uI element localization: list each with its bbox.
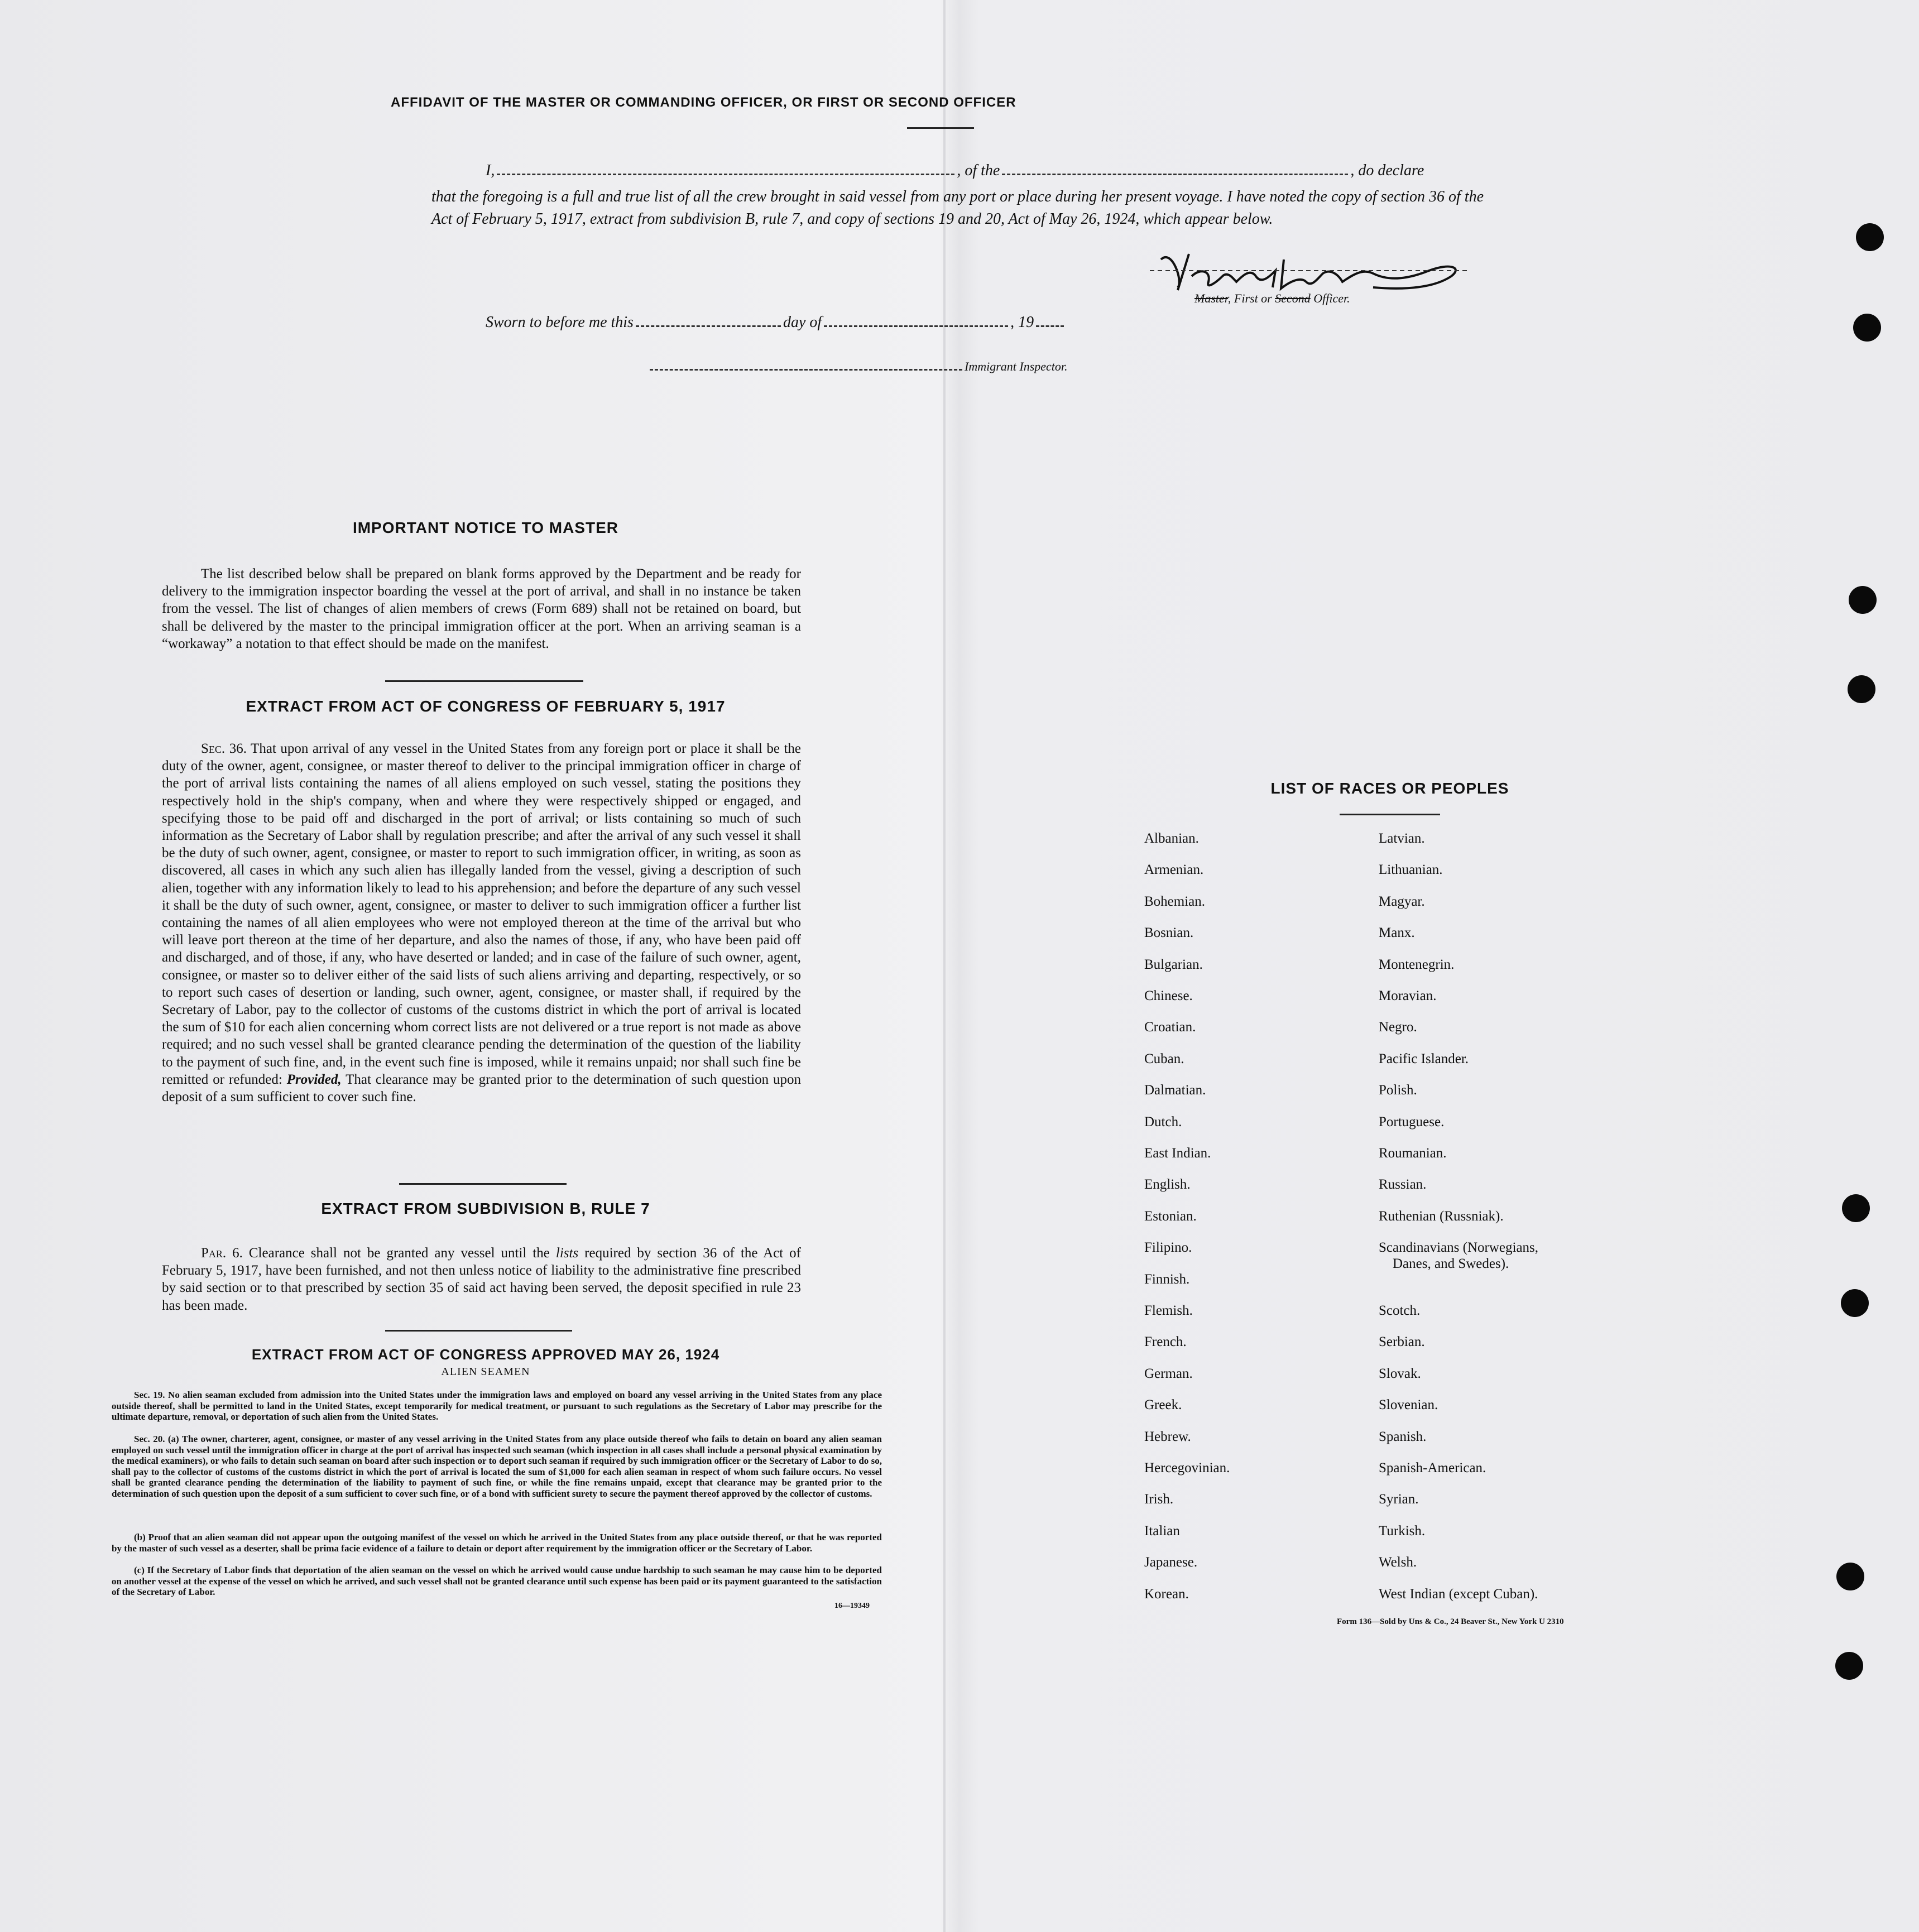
page-fold (943, 0, 946, 1932)
punch-hole (1853, 314, 1881, 342)
affidavit-line1: I, , of the , do declare (486, 162, 1424, 179)
sec20a-text: Sec. 20. (a) The owner, charterer, agent, consignee, or master of any vessel arriving in the United States from any place outside thereof who fails to detain on board any alien seaman employed on such vessel until the immigration officer in charge at the port of arrival has inspected such seaman (which inspection in all cases shall include a personal physical examination by the medical examiners), or who fails to detain such seaman on board after such inspection or to deport such seaman if required by such immigration officer or the Secretary of Labor to do so, shall pay to the collector of customs of the customs district in which the port of arrival is located the sum of $1,000 for each alien seaman in respect of whom such failure occurs. No vessel shall be granted clearance pending the determination of the liability to payment of such fine, or while the fine remains unpaid, except that clearance may be granted prior to the determination of such question upon the deposit of a sum sufficient to cover such fine, or of a bond with sufficient surety to secure the payment thereof approved by the collector of customs. (112, 1434, 882, 1499)
race-item: Scandinavians (Norwegians, (1379, 1240, 1539, 1256)
race-item: Dutch. (1144, 1114, 1182, 1130)
race-item: Bohemian. (1144, 893, 1206, 909)
sworn-line: Sworn to before me this day of , 19 (486, 314, 1066, 331)
race-item: Russian. (1379, 1177, 1427, 1193)
race-item: Cuban. (1144, 1051, 1184, 1066)
race-item: Turkish. (1379, 1523, 1426, 1539)
race-item: Estonian. (1144, 1208, 1197, 1224)
race-item: Slovak. (1379, 1366, 1421, 1381)
race-item: Croatian. (1144, 1020, 1196, 1035)
race-item: Italian (1144, 1523, 1180, 1539)
race-item: Armenian. (1144, 862, 1204, 878)
rule7-title: EXTRACT FROM SUBDIVISION B, RULE 7 (321, 1200, 650, 1217)
divider (399, 1183, 567, 1185)
punch-hole (1848, 675, 1875, 703)
divider (385, 1330, 572, 1332)
race-item: Roumanian. (1379, 1146, 1447, 1161)
race-item: Portuguese. (1379, 1114, 1445, 1130)
notice-title: IMPORTANT NOTICE TO MASTER (352, 519, 619, 536)
races-title: LIST OF RACES OR PEOPLES (1270, 780, 1509, 797)
race-item: Chinese. (1144, 988, 1193, 1003)
rule7-body: Par. 6. Clearance shall not be granted any vessel until the lists required by section 36 of the Act of February 5, 1917, have been furnished, and not then unless notice of liability to the administrative fine prescribed by said section or to that prescribed by section 35 of said act having been served, the deposit specified in rule 23 has been made. (162, 1246, 802, 1313)
race-item: Hebrew. (1144, 1429, 1191, 1444)
punch-hole (1856, 223, 1884, 251)
inspector-line: Immigrant Inspector. (647, 359, 1068, 374)
race-item: Welsh. (1379, 1555, 1417, 1570)
race-item: Bulgarian. (1144, 957, 1203, 972)
race-item: Moravian. (1379, 988, 1437, 1003)
race-item: Polish. (1379, 1083, 1417, 1098)
divider (385, 680, 583, 682)
race-item: Montenegrin. (1379, 957, 1455, 972)
divider (907, 127, 974, 129)
sec19-text: Sec. 19. No alien seaman excluded from admission into the United States under the immigration laws and employed on board any vessel arriving in the United States from any place outside thereof, shall be permitted to land in the United States, except temporarily for medical treatment, or pursuant to such regulations as the Secretary of Labor may prescribe for the ultimate departure, removal, or deportation of such alien from the United States. (112, 1390, 882, 1422)
form-footer: Form 136—Sold by Uns & Co., 24 Beaver St., New York U 2310 (1337, 1617, 1564, 1626)
extract-1917-title: EXTRACT FROM ACT OF CONGRESS OF FEBRUARY 5, 1917 (246, 698, 726, 715)
race-item: Manx. (1379, 925, 1415, 941)
race-item: Flemish. (1144, 1303, 1193, 1318)
race-item: Finnish. (1144, 1271, 1190, 1287)
race-item: Korean. (1144, 1586, 1189, 1602)
race-item: Serbian. (1379, 1334, 1425, 1350)
print-code: 16—19349 (834, 1602, 870, 1610)
race-item: French. (1144, 1334, 1187, 1350)
race-item: Albanian. (1144, 831, 1199, 846)
race-item: Spanish. (1379, 1429, 1427, 1444)
race-item: East Indian. (1144, 1146, 1211, 1161)
race-item-continuation: Danes, and Swedes). (1393, 1256, 1509, 1272)
punch-hole (1849, 586, 1877, 614)
vessel-blank (1002, 174, 1348, 175)
sec20c-text: (c) If the Secretary of Labor finds that deportation of the alien seaman on the vessel on which he arrived would cause undue hardship to such seaman he may cause him to be deported on another vessel at the expense of the vessel on which he arrived, and such vessel shall not be granted clearance until such expense has been paid or its payment guaranteed to the satisfaction of the Secretary of Labor. (112, 1565, 882, 1598)
extract-1917-body: Sec. 36. That upon arrival of any vessel in the United States from any foreign port or place it shall be the duty of the owner, agent, consignee, or master thereof to deliver to the principal immigration officer in charge of the port of arrival lists containing the names of all aliens employed on such vessel, stating the positions they respectively hold in the ship's company, when and where they were respectively shipped or engaged, and specifying those to be paid off and discharged in the port of arrival; or lists containing so much of such information as the Secretary of Labor shall by regulation prescribe; and after the arrival of any such vessel it shall be the duty of such owner, agent, consignee, or master to report to such immigration officer, in writing, as soon as discovered, all cases in which any such alien has illegally landed from the vessel, giving a description of such alien, together with any information likely to lead to his apprehension; and before the departure of any such vessel it shall be the duty of such owner, agent, consignee, or master to deliver to such immigration officer a further list containing the names of all alien employees who were not employed thereon at the time of the arrival but who will leave port thereon at the time of her departure, and also the names of those, if any, who have been paid off and discharged, and of those, if any, who have deserted or landed; and in case of the failure of such owner, agent, consignee, or master so to deliver either of the said lists of such aliens arriving and departing, respectively, or so to report such cases of desertion or landing, such owner, agent, consignee, or master shall, if required by the Secretary of Labor, pay to the collector of customs of the customs district in which the port of arrival is located the sum of $10 for each alien concerning whom correct lists are not delivered or a true report is not made as above required; and no such vessel shall be granted clearance pending the determination of the question of the liability to the payment of such fine, and, in the event such fine is imposed, while it remains unpaid; nor shall such fine be remitted or refunded: Provided, That clearance may be granted prior to the determination of such question upon deposit of a sum sufficient to cover such fine. (162, 741, 802, 1105)
race-item: Filipino. (1144, 1240, 1192, 1256)
race-item: Scotch. (1379, 1303, 1421, 1318)
extract-1924-subtitle: ALIEN SEAMEN (441, 1366, 530, 1378)
race-item: Hercegovinian. (1144, 1460, 1230, 1476)
signature (1139, 237, 1474, 299)
notice-body: The list described below shall be prepared on blank forms approved by the Department and be ready for delivery to the immigration inspector boarding the vessel at the port of arrival, and shall in no instance be taken from the vessel. The list of changes of alien members of crews (Form 689) shall not be retained on board, but shall be delivered by the master to the principal immigration officer at the port. When an arriving seaman is a “workaway” a notation to that effect should be made on the manifest. (162, 566, 801, 651)
race-item: Syrian. (1379, 1492, 1419, 1507)
race-item: Dalmatian. (1144, 1083, 1206, 1098)
race-item: Bosnian. (1144, 925, 1194, 941)
punch-hole (1835, 1652, 1863, 1680)
divider (1340, 814, 1440, 815)
race-item: German. (1144, 1366, 1193, 1381)
name-blank (497, 174, 954, 175)
signature-caption: Master, First or Second Officer. (1194, 291, 1350, 305)
race-item: Irish. (1144, 1492, 1174, 1507)
race-item: Lithuanian. (1379, 862, 1443, 878)
race-item: Magyar. (1379, 893, 1425, 909)
race-item: Latvian. (1379, 831, 1425, 846)
punch-hole (1836, 1563, 1864, 1590)
extract-1924-title: EXTRACT FROM ACT OF CONGRESS APPROVED MAY 26, 1924 (251, 1346, 720, 1363)
race-item: Greek. (1144, 1397, 1182, 1413)
affidavit-body: that the foregoing is a full and true list of all the crew brought in said vessel from any port or place during her present voyage. I have noted the copy of section 36 of the Act of February 5, 1917, extract from subdivision B, rule 7, and copy of sections 19 and 20, Act of May 26, 1924, which appear below. (431, 188, 1484, 228)
race-item: Pacific Islander. (1379, 1051, 1469, 1066)
sec20b-text: (b) Proof that an alien seaman did not appear upon the outgoing manifest of the vessel on which he arrived in the United States from any place outside thereof, or that he was reported by the master of such vessel as a deserter, shall be prima facie evidence of a failure to detain or deport after requirement by the immigration officer or the Secretary of Labor. (112, 1532, 882, 1554)
punch-hole (1842, 1194, 1870, 1222)
race-item: West Indian (except Cuban). (1379, 1586, 1538, 1602)
punch-hole (1841, 1289, 1869, 1317)
race-item: Japanese. (1144, 1555, 1198, 1570)
affidavit-title: AFFIDAVIT OF THE MASTER OR COMMANDING OFFICER, OR FIRST OR SECOND OFFICER (391, 95, 1016, 110)
race-item: Ruthenian (Russniak). (1379, 1208, 1504, 1224)
race-item: Spanish-American. (1379, 1460, 1486, 1476)
race-item: English. (1144, 1177, 1191, 1193)
race-item: Negro. (1379, 1020, 1417, 1035)
race-item: Slovenian. (1379, 1397, 1438, 1413)
